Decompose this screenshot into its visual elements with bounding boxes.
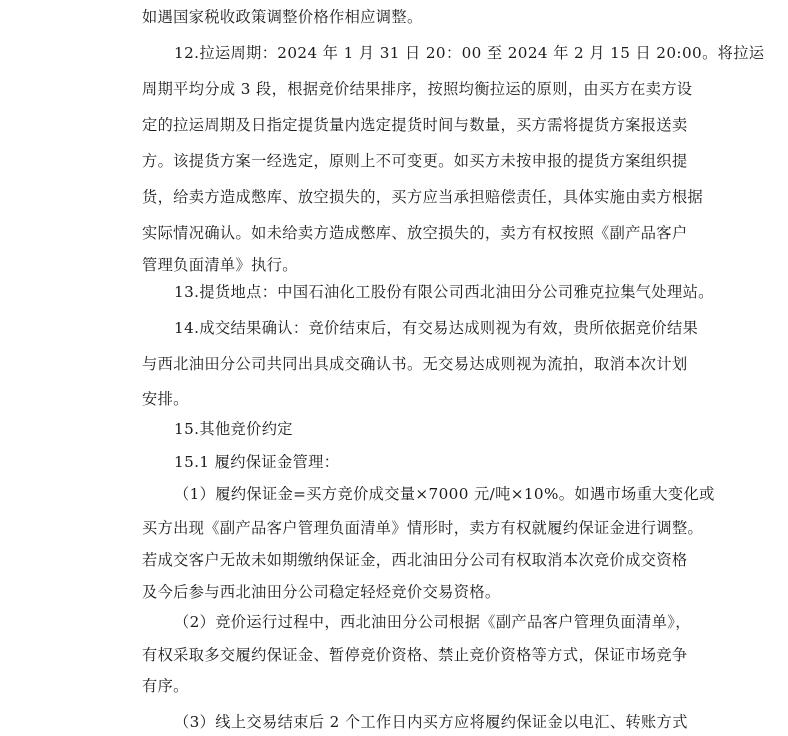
text-line: 如遇国家税收政策调整价格作相应调整。 [142,8,423,26]
text-line: 实际情况确认。如未给卖方造成憋库、放空损失的，卖方有权按照《副产品客户 [142,224,688,242]
text-line: 若成交客户无故未如期缴纳保证金，西北油田分公司有权取消本次竞价成交资格 [142,551,688,569]
text-line: 15.1 履约保证金管理： [174,453,340,471]
text-line: 定的拉运周期及日指定提货量内选定提货时间与数量，买方需将提货方案报送卖 [142,116,688,134]
text-line: 周期平均分成 3 段，根据竞价结果排序，按照均衡拉运的原则，由买方在卖方设 [142,80,693,98]
text-line: 货，给卖方造成憋库、放空损失的，买方应当承担赔偿责任，具体实施由卖方根据 [142,188,704,206]
text-line: 方。该提货方案一经选定，原则上不可变更。如买方未按申报的提货方案组织提 [142,152,688,170]
text-line: 14.成交结果确认：竞价结束后，有交易达成则视为有效，贵所依据竞价结果 [174,319,699,337]
text-line: 管理负面清单》执行。 [142,256,298,274]
text-line: （2）竞价运行过程中，西北油田分公司根据《副产品客户管理负面清单》， [174,613,691,631]
text-line: （3）线上交易结束后 2 个工作日内买方应将履约保证金以电汇、转账方式 [174,713,688,731]
text-line: 买方出现《副产品客户管理负面清单》情形时，卖方有权就履约保证金进行调整。 [142,519,704,537]
text-line: 及今后参与西北油田分公司稳定轻烃竞价交易资格。 [142,583,501,601]
text-line: 与西北油田分公司共同出具成交确认书。无交易达成则视为流拍，取消本次计划 [142,355,688,373]
text-line: 安排。 [142,390,189,408]
text-line: 15.其他竞价约定 [174,420,293,438]
text-line: 有序。 [142,677,189,695]
text-line: （1）履约保证金=买方竞价成交量×7000 元/吨×10%。如遇市场重大变化或 [174,485,715,503]
text-line: 13.提货地点：中国石油化工股份有限公司西北油田分公司雅克拉集气处理站。 [174,283,714,301]
text-line: 12.拉运周期：2024 年 1 月 31 日 20：00 至 2024 年 2 月 15 日 20:00。将拉运 [174,44,765,62]
text-line: 有权采取多交履约保证金、暂停竞价资格、禁止竞价资格等方式，保证市场竞争 [142,646,688,664]
